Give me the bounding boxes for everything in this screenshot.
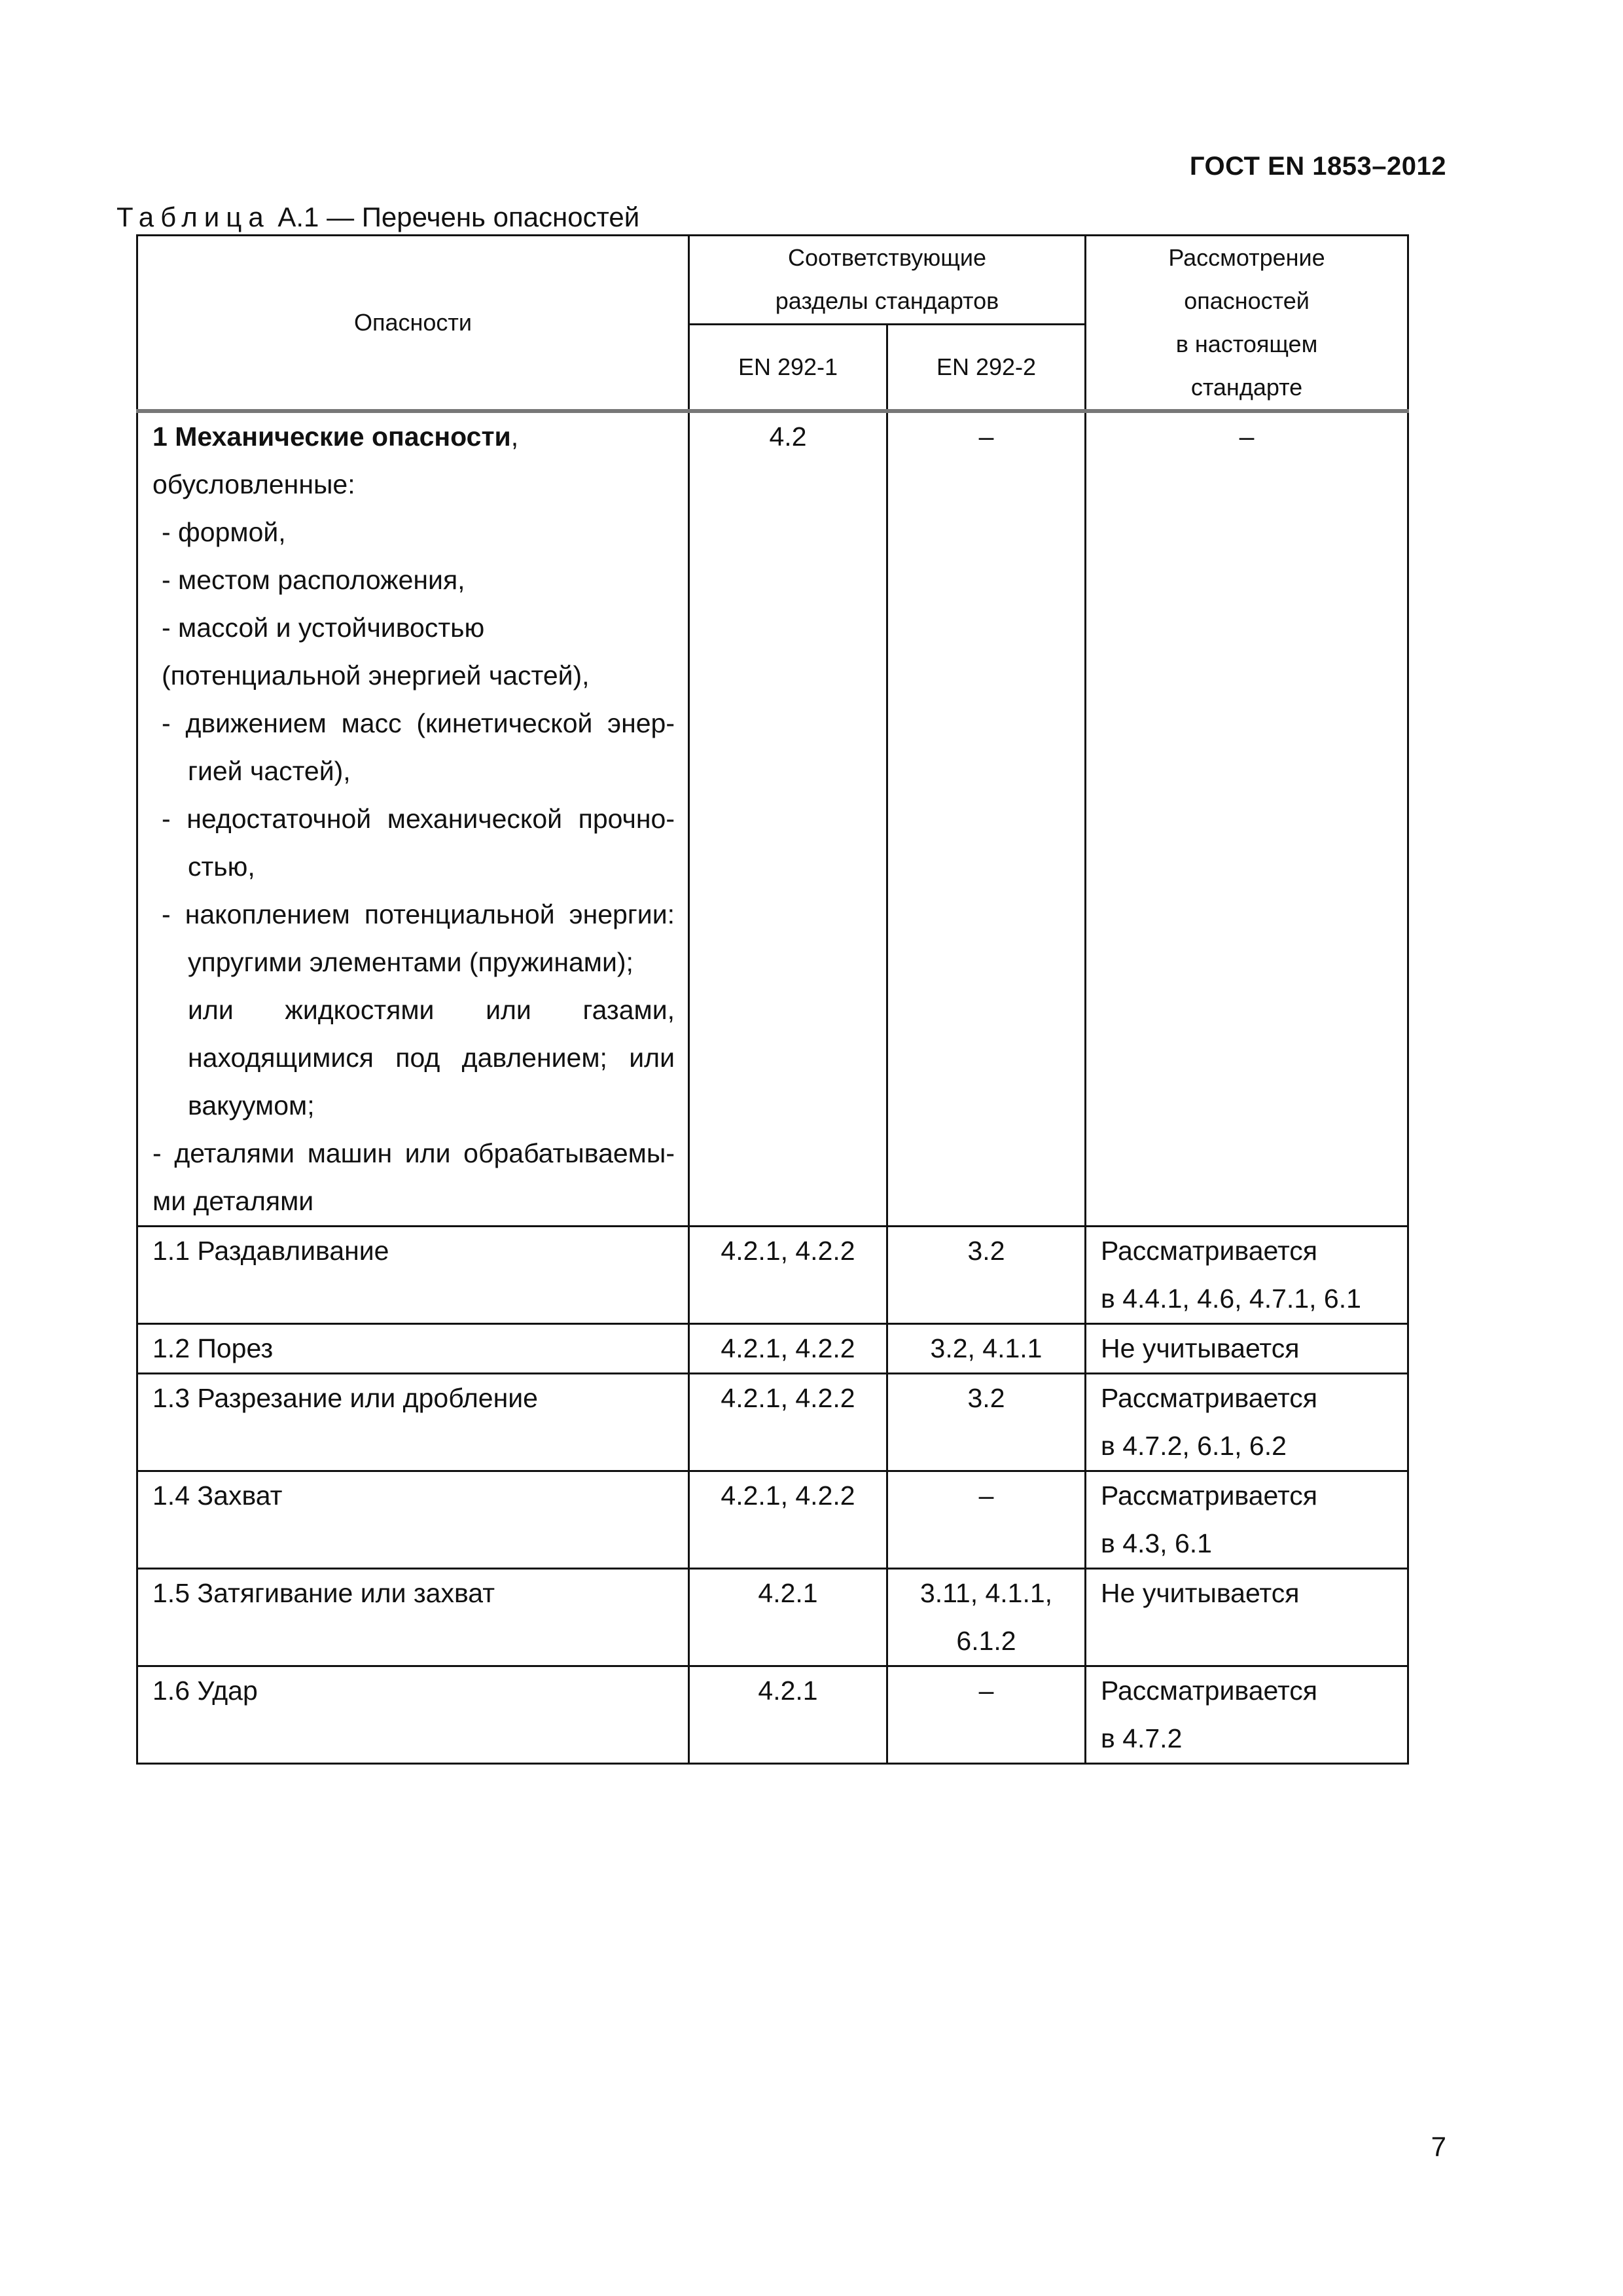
table-row (137, 1227, 1408, 1324)
note-cell: Рассматривается в 4.7.2, 6.1, 6.2 (1086, 1374, 1408, 1471)
group-note-cell: – (1086, 411, 1408, 1227)
note-cell: Рассматривается в 4.3, 6.1 (1086, 1471, 1408, 1569)
hazards-table (136, 234, 1409, 1765)
en1-cell: 4.2.1 (689, 1666, 887, 1764)
header-en-292-2: EN 292-2 (887, 324, 1086, 411)
header-en-292-1: EN 292-1 (689, 324, 887, 411)
header-consideration: Рассмотрение опасностей в настоящем стандарте (1086, 236, 1408, 412)
note-cell: Рассматривается в 4.7.2 (1086, 1666, 1408, 1764)
table-caption-title: А.1 — Перечень опасностей (270, 202, 640, 232)
hazard-cell: 1.5 Затягивание или захват (137, 1569, 689, 1666)
en1-cell: 4.2.1, 4.2.2 (689, 1374, 887, 1471)
en2-cell: 3.11, 4.1.1, 6.1.2 (887, 1569, 1086, 1666)
table-row (137, 1569, 1408, 1666)
en1-cell: 4.2.1 (689, 1569, 887, 1666)
standard-code: ГОСТ EN 1853–2012 (1189, 152, 1446, 181)
hazard-cell: 1.1 Раздавливание (137, 1227, 689, 1324)
note-cell: Не учитывается (1086, 1569, 1408, 1666)
table-row (137, 1324, 1408, 1374)
mechanical-hazards-cell: 1 Механические опасности, обусловленные: - формой, - местом расположения, - массой и устойчивостью (потенциальной энергией частей), - движением масс (кинетической энер- гией частей), - недостаточной механической прочно- стью, - накоплением потенциальной энергии: упругими элементами (пружинами); или жидкостями или газами, находящимися под давлением; или вакуумом; - деталями машин или обрабатываемы- ми деталями (137, 411, 689, 1227)
en1-cell: 4.2.1, 4.2.2 (689, 1471, 887, 1569)
table-row-group-mechanical (137, 411, 1408, 1227)
en2-cell: 3.2 (887, 1374, 1086, 1471)
hazard-cell: 1.3 Разрезание или дробление (137, 1374, 689, 1471)
header-related-sections: Соответствующие разделы стандартов (689, 236, 1086, 325)
hazard-cell: 1.4 Захват (137, 1471, 689, 1569)
table-row (137, 1471, 1408, 1569)
en2-cell: – (887, 1471, 1086, 1569)
hazard-cell: 1.6 Удар (137, 1666, 689, 1764)
group-en2-cell: – (887, 411, 1086, 1227)
table-caption (116, 202, 639, 233)
group-title: 1 Механические опасности (152, 422, 511, 452)
en1-cell: 4.2.1, 4.2.2 (689, 1324, 887, 1374)
en2-cell: 3.2 (887, 1227, 1086, 1324)
table-row (137, 1666, 1408, 1764)
hazard-cell: 1.2 Порез (137, 1324, 689, 1374)
en1-cell: 4.2.1, 4.2.2 (689, 1227, 887, 1324)
note-cell: Рассматривается в 4.4.1, 4.6, 4.7.1, 6.1 (1086, 1227, 1408, 1324)
en2-cell: – (887, 1666, 1086, 1764)
table-row (137, 1374, 1408, 1471)
note-cell: Не учитывается (1086, 1324, 1408, 1374)
header-hazards: Опасности (137, 236, 689, 412)
en2-cell: 3.2, 4.1.1 (887, 1324, 1086, 1374)
page-number: 7 (1431, 2131, 1446, 2162)
group-en1-cell: 4.2 (689, 411, 887, 1227)
table-caption-prefix: Таблица (116, 202, 270, 232)
